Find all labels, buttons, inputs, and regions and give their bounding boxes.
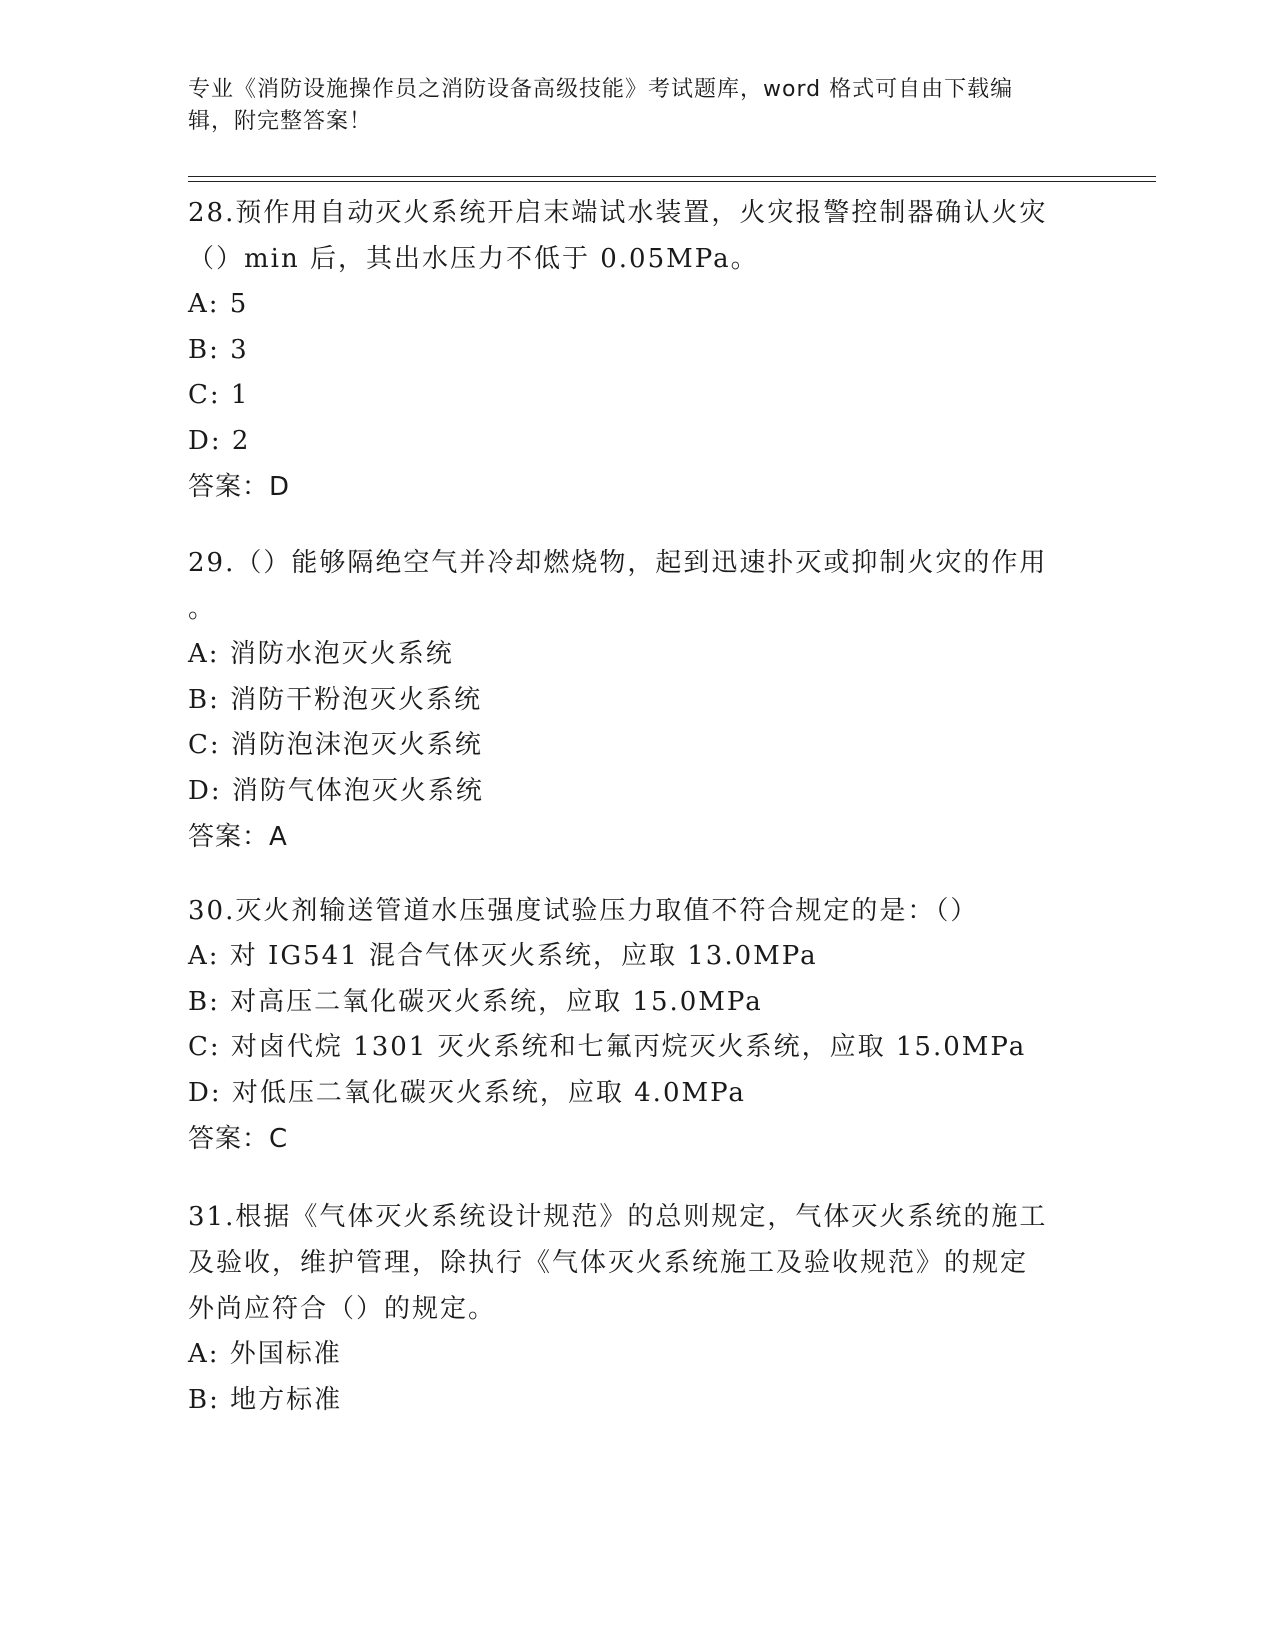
option-a: A: 对 IG541 混合气体灭火系统，应取 13.0MPa (188, 941, 818, 971)
question-28 (188, 190, 1088, 510)
option-c: C: 1 (188, 380, 250, 410)
question-stem (188, 1194, 1088, 1332)
header-line-2: 辑，附完整答案！ (188, 109, 373, 134)
header-line-1: 专业《消防设施操作员之消防设备高级技能》考试题库，word 格式可自由下载编 (188, 77, 1014, 102)
question-31 (188, 1194, 1088, 1423)
stem-line: 29.（）能够隔绝空气并冷却燃烧物，起到迅速扑灭或抑制火灾的作用 (188, 548, 1048, 578)
option-b: B: 消防干粉泡灭火系统 (188, 684, 483, 715)
question-stem (188, 190, 1088, 282)
question-stem (188, 888, 1088, 934)
option-c: C: 对卤代烷 1301 灭火系统和七氟丙烷灭火系统，应取 15.0MPa (188, 1032, 1027, 1062)
option-b: B: 3 (188, 334, 249, 365)
option-b: B: 对高压二氧化碳灭火系统，应取 15.0MPa (188, 986, 763, 1017)
option-c: C: 消防泡沫泡灭火系统 (188, 730, 483, 760)
question-30 (188, 888, 1088, 1162)
answer: 答案：D (188, 472, 291, 502)
option-d: D: 2 (188, 425, 251, 456)
option-a: A: 消防水泡灭火系统 (188, 639, 454, 669)
document-header (188, 74, 1078, 138)
stem-line: 31.根据《气体灭火系统设计规范》的总则规定，气体灭火系统的施工 (188, 1202, 1048, 1232)
question-29 (188, 540, 1088, 860)
answer: 答案：C (188, 1124, 289, 1154)
option-a: A: 5 (188, 289, 249, 319)
stem-line: 及验收，维护管理，除执行《气体灭火系统施工及验收规范》的规定 (188, 1248, 1029, 1278)
stem-line: 30.灭火剂输送管道水压强度试验压力取值不符合规定的是：（） (188, 896, 979, 926)
stem-line: （）min 后，其出水压力不低于 0.05MPa。 (188, 244, 759, 274)
stem-line: 28.预作用自动灭火系统开启末端试水装置，火灾报警控制器确认火灾 (188, 198, 1048, 228)
header-divider-top (188, 176, 1156, 177)
stem-line: 。 (188, 594, 217, 624)
option-d: D: 对低压二氧化碳灭火系统，应取 4.0MPa (188, 1077, 746, 1108)
stem-line: 外尚应符合（）的规定。 (188, 1294, 497, 1324)
option-b: B: 地方标准 (188, 1384, 343, 1415)
answer: 答案：A (188, 822, 288, 852)
option-a: A: 外国标准 (188, 1339, 342, 1369)
header-divider-bottom (188, 181, 1156, 182)
option-d: D: 消防气体泡灭火系统 (188, 775, 484, 806)
question-stem (188, 540, 1088, 632)
